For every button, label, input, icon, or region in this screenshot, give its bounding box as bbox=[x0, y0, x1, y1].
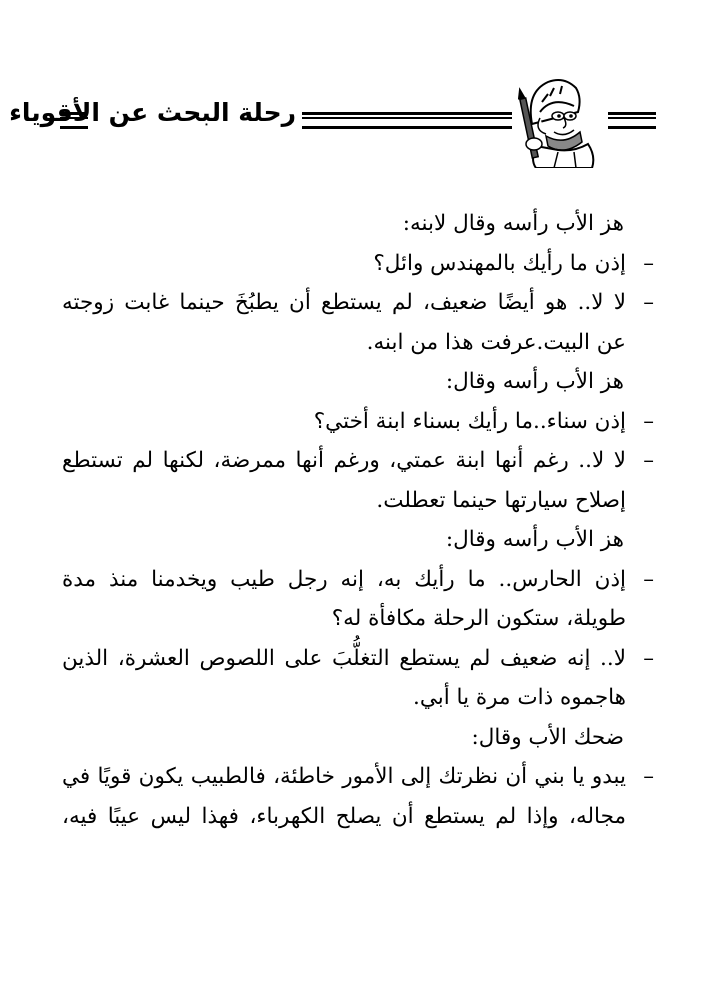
narration-line: هز الأب رأسه وقال: bbox=[445, 527, 624, 552]
dialogue-dash: – bbox=[643, 250, 654, 276]
dialogue-paragraph bbox=[62, 560, 654, 639]
page-header bbox=[9, 72, 658, 168]
dialogue-line: لا.. إنه ضعيف لم يستطع التغلُّبَ على اللصوص العشرة، الذين bbox=[62, 645, 626, 671]
dialogue-paragraph bbox=[62, 283, 654, 362]
dialogue-paragraph bbox=[62, 402, 654, 442]
boy-mascot-icon bbox=[518, 72, 602, 168]
narration-line: ضحك الأب وقال: bbox=[471, 724, 624, 750]
dialogue-line: لا لا.. رغم أنها ابنة عمتي، ورغم أنها ممرضة، لكنها لم تستطع bbox=[62, 448, 626, 473]
dialogue-line: طويلة، ستكون الرحلة مكافأة له؟ bbox=[331, 606, 626, 631]
dialogue-dash: – bbox=[643, 448, 654, 473]
dialogue-line: هاجموه ذات مرة يا أبي. bbox=[413, 685, 626, 710]
story-text bbox=[62, 204, 654, 836]
header-rule-right bbox=[608, 112, 656, 129]
book-title: رحلة البحث عن الأقوياء bbox=[9, 98, 296, 127]
narration-line: هز الأب رأسه وقال: bbox=[445, 369, 624, 394]
dialogue-line: لا لا.. هو أيضًا ضعيف، لم يستطع أن يطبُخَ حينما غابت زوجته bbox=[62, 290, 626, 315]
dialogue-line: إذن ما رأيك بالمهندس وائل؟ bbox=[373, 250, 626, 276]
dialogue-dash: – bbox=[643, 408, 654, 434]
dialogue-paragraph bbox=[62, 244, 654, 284]
header-rule-middle bbox=[302, 112, 512, 129]
dialogue-line: مجاله، وإذا لم يستطع أن يصلح الكهرباء، فهذا ليس عيبًا فيه، bbox=[62, 803, 626, 829]
narration-line: هز الأب رأسه وقال لابنه: bbox=[402, 211, 624, 236]
dialogue-paragraph bbox=[62, 639, 654, 718]
dialogue-dash: – bbox=[643, 645, 654, 671]
dialogue-dash: – bbox=[643, 290, 654, 315]
dialogue-line: عن البيت.عرفت هذا من ابنه. bbox=[366, 329, 626, 355]
dialogue-dash: – bbox=[643, 566, 654, 592]
dialogue-line: إصلاح سيارتها حينما تعطلت. bbox=[376, 487, 626, 513]
dialogue-dash: – bbox=[643, 764, 654, 789]
dialogue-paragraph bbox=[62, 441, 654, 520]
dialogue-paragraph bbox=[62, 757, 654, 836]
dialogue-line: إذن سناء..ما رأيك بسناء ابنة أختي؟ bbox=[313, 408, 626, 434]
dialogue-line: يبدو يا بني أن نظرتك إلى الأمور خاطئة، فالطبيب يكون قويًا في bbox=[62, 764, 626, 789]
dialogue-line: إذن الحارس.. ما رأيك به، إنه رجل طيب ويخدمنا منذ مدة bbox=[62, 566, 626, 592]
